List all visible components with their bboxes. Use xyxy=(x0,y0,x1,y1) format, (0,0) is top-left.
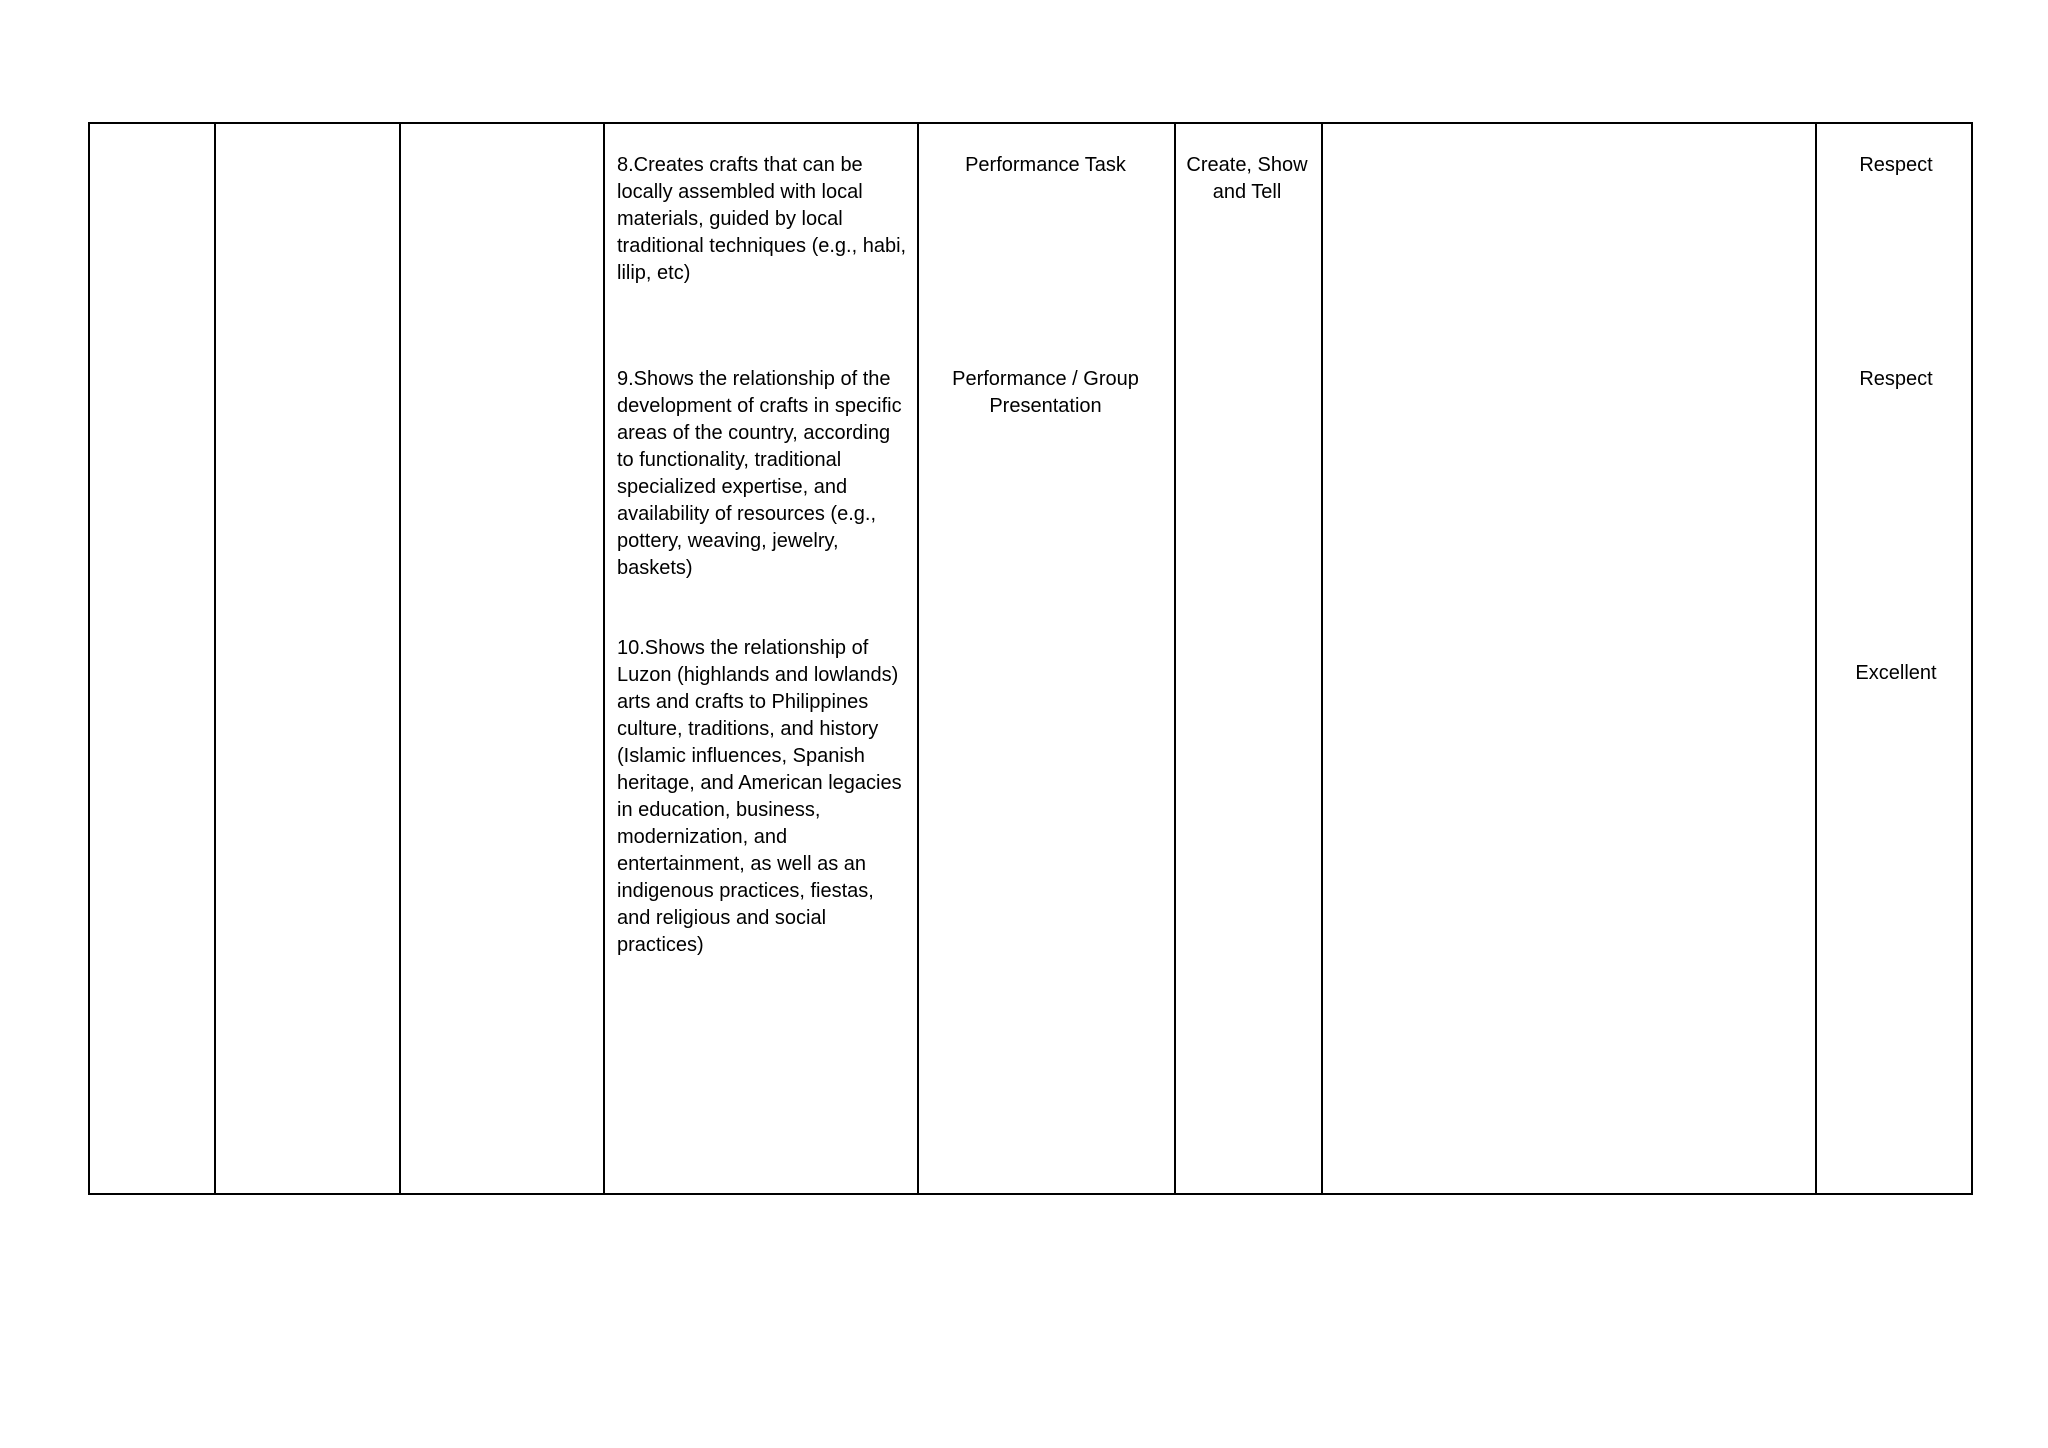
assessment-performance-task: Performance Task xyxy=(965,154,1126,176)
curriculum-table xyxy=(88,122,1973,1195)
value-respect: Respect xyxy=(1859,154,1933,176)
column-divider xyxy=(399,124,401,1193)
column-divider xyxy=(603,124,605,1193)
column-divider xyxy=(1321,124,1323,1193)
column-divider xyxy=(1815,124,1817,1193)
competency-9: 9.Shows the relationship of the development of crafts in specific areas of the country, according to functionality, traditional specialized expertise, and availability of resources (e.g., pottery, weaving, jewelry, baskets) xyxy=(617,368,902,579)
activity-create-show-tell: Create, Show and Tell xyxy=(1186,154,1308,203)
column-divider xyxy=(1174,124,1176,1193)
column-divider xyxy=(214,124,216,1193)
competency-8: 8.Creates crafts that can be locally assembled with local materials, guided by local traditional techniques (e.g., habi, lilip, etc) xyxy=(617,154,907,284)
value-respect: Respect xyxy=(1859,368,1933,390)
column-divider xyxy=(917,124,919,1193)
competency-10: 10.Shows the relationship of Luzon (highlands and lowlands) arts and crafts to Philippines culture, traditions, and history (Islamic influences, Spanish heritage, and American legacies in education, business, modernization, and entertainment, as well as an indigenous practices, fiestas, and religious and social practices) xyxy=(617,637,902,956)
assessment-group-presentation: Performance / Group Presentation xyxy=(952,368,1139,417)
value-excellent: Excellent xyxy=(1855,662,1937,684)
